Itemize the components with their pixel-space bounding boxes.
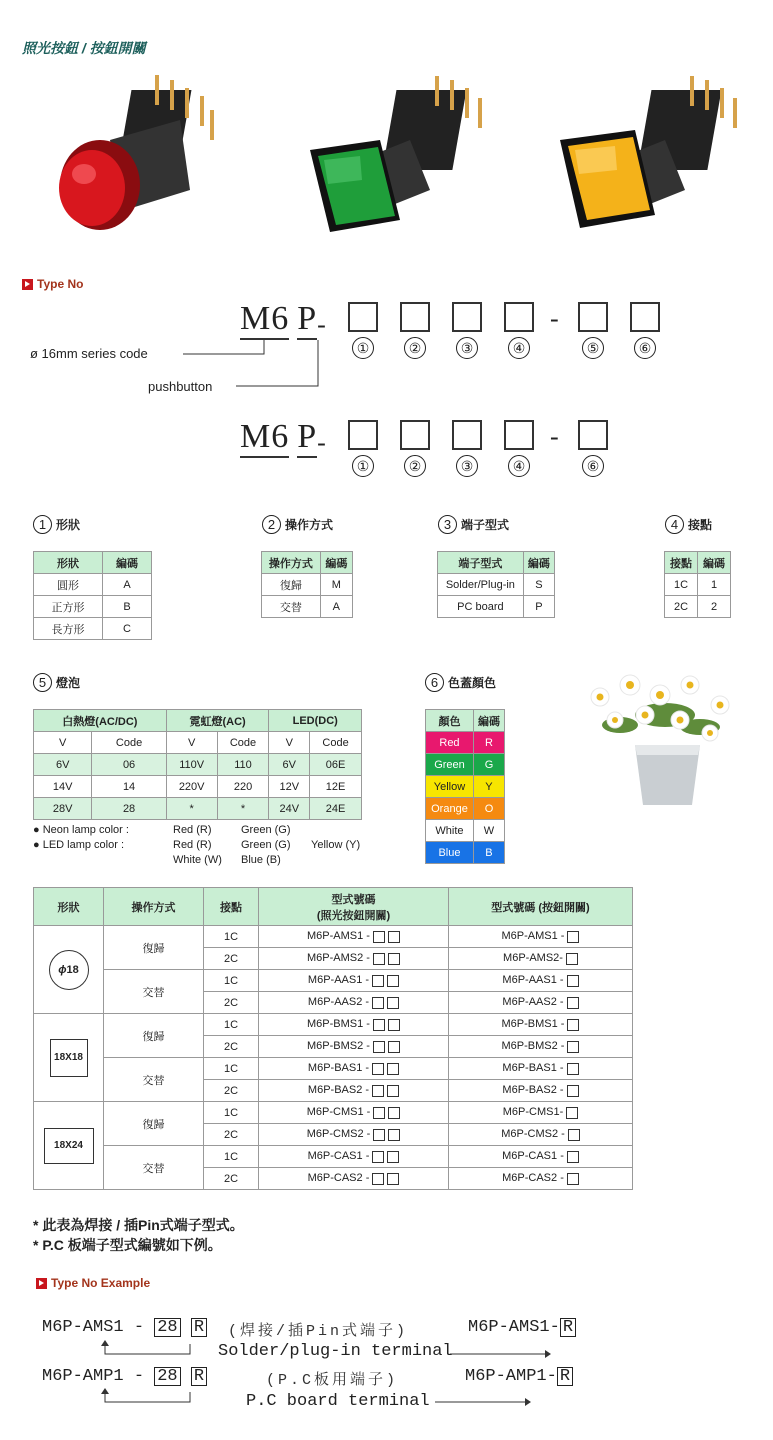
example-line-1-mid: (焊接/插Pin式端子) xyxy=(228,1323,409,1340)
arrow-marker-icon xyxy=(36,1278,47,1289)
type-code-1: M6 P - xyxy=(240,300,327,339)
example-line-3-mid: (P.C板用端子) xyxy=(266,1372,399,1389)
sec5-heading: 5 燈泡 xyxy=(33,673,80,692)
sec4-heading: 4 接點 xyxy=(665,515,712,534)
sec3-heading: 3 端子型式 xyxy=(438,515,509,534)
contact-table: 接點 編碼 1C 1 2C 2 xyxy=(664,551,731,618)
code-prefix: M6 xyxy=(240,300,289,340)
sec2-heading: 2 操作方式 xyxy=(262,515,333,534)
example-line-1-left: M6P-AMS1 - 28 R xyxy=(42,1318,207,1337)
example-line-2-mid: Solder/plug-in terminal xyxy=(218,1342,453,1361)
sec1-heading: 1 形狀 xyxy=(33,515,80,534)
page-title: 照光按鈕 / 按鈕開關 xyxy=(22,40,146,56)
example-line-3-left: M6P-AMP1 - 28 R xyxy=(42,1367,207,1386)
shape-rectangle-icon: 18X24 xyxy=(44,1128,94,1164)
operation-table: 操作方式 編碼 復歸 M 交替 A xyxy=(261,551,353,618)
leader-lines xyxy=(0,0,773,400)
sec6-heading: 6 色蓋顏色 xyxy=(425,673,496,692)
notes: * 此表為焊接 / 插Pin式端子型式。 * P.C 板端子型式編號如下例。 xyxy=(33,1217,244,1253)
shape-square-icon: 18X18 xyxy=(50,1039,88,1077)
shape-round-icon: ϕ18 xyxy=(49,950,89,990)
terminal-table: 端子型式 編碼 Solder/Plug-in S PC board P xyxy=(437,551,555,618)
type-no-heading: Type No xyxy=(22,277,83,291)
example-line-1-right: M6P-AMS1- R xyxy=(468,1318,576,1337)
cap-color-table: 顏色 編碼 Red R Green G Yellow Y Orange O White W Blue B xyxy=(425,709,505,864)
example-arrows xyxy=(0,1330,773,1420)
code-p: P xyxy=(297,300,317,340)
example-line-4-mid: P.C board terminal xyxy=(246,1392,430,1411)
shape-table: 形狀 編碼 圓形 A 正方形 B 長方形 C xyxy=(33,551,152,640)
lamp-table: 白熱燈(AC/DC) 霓虹燈(AC) LED(DC) V Code V Code V Code 6V 06 110V 110 6V 06E 14V 14 220V 220 12V 12E 28V 28 * * 24V 24E xyxy=(33,709,362,820)
type-no-example-heading: Type No Example xyxy=(36,1276,150,1290)
model-number-table: 形狀 操作方式 接點 型式號碼 (照光按鈕開關) 型式號碼 (按鈕開關) ϕ18 復歸 1C M6P-AMS1 - M6P-AMS1 - 2C M6P-AMS2 - M6P-AMS2- 交替 1C M6P-AAS1 - M6P-AAS1 - 2C M6P-AAS2 - M6P-AAS2 - 18X18 復歸 1C M6P-BMS1 - M6P-BMS1 - 2C M6P-BMS2 - M6P-BMS2 - 交替 1C M6P-BAS1 - M6P-BAS1 - 2C M6P-BAS2 - M6P-BAS2 - 18X24 復歸 1C M6P-CMS1 - M6P-CMS1- 2C M6P-CMS2 - M6P-CMS2 - 交替 1C M6P-CAS1 - M6P-CAS1 - 2C M6P-CAS2 - M6P-CAS2 - xyxy=(33,887,633,1190)
pushbutton-label: pushbutton xyxy=(148,379,213,394)
flower-pot-image xyxy=(560,655,750,815)
lamp-color-notes: ● Neon lamp color : Red (R) Green (G) ● LED lamp color : Red (R) Green (G) Yellow (Y) White (W) Blue (B) xyxy=(33,824,361,866)
type-code-2: M6 P - xyxy=(240,418,327,457)
series-code-label: ø 16mm series code xyxy=(30,346,148,361)
example-line-3-right: M6P-AMP1- R xyxy=(465,1367,573,1386)
